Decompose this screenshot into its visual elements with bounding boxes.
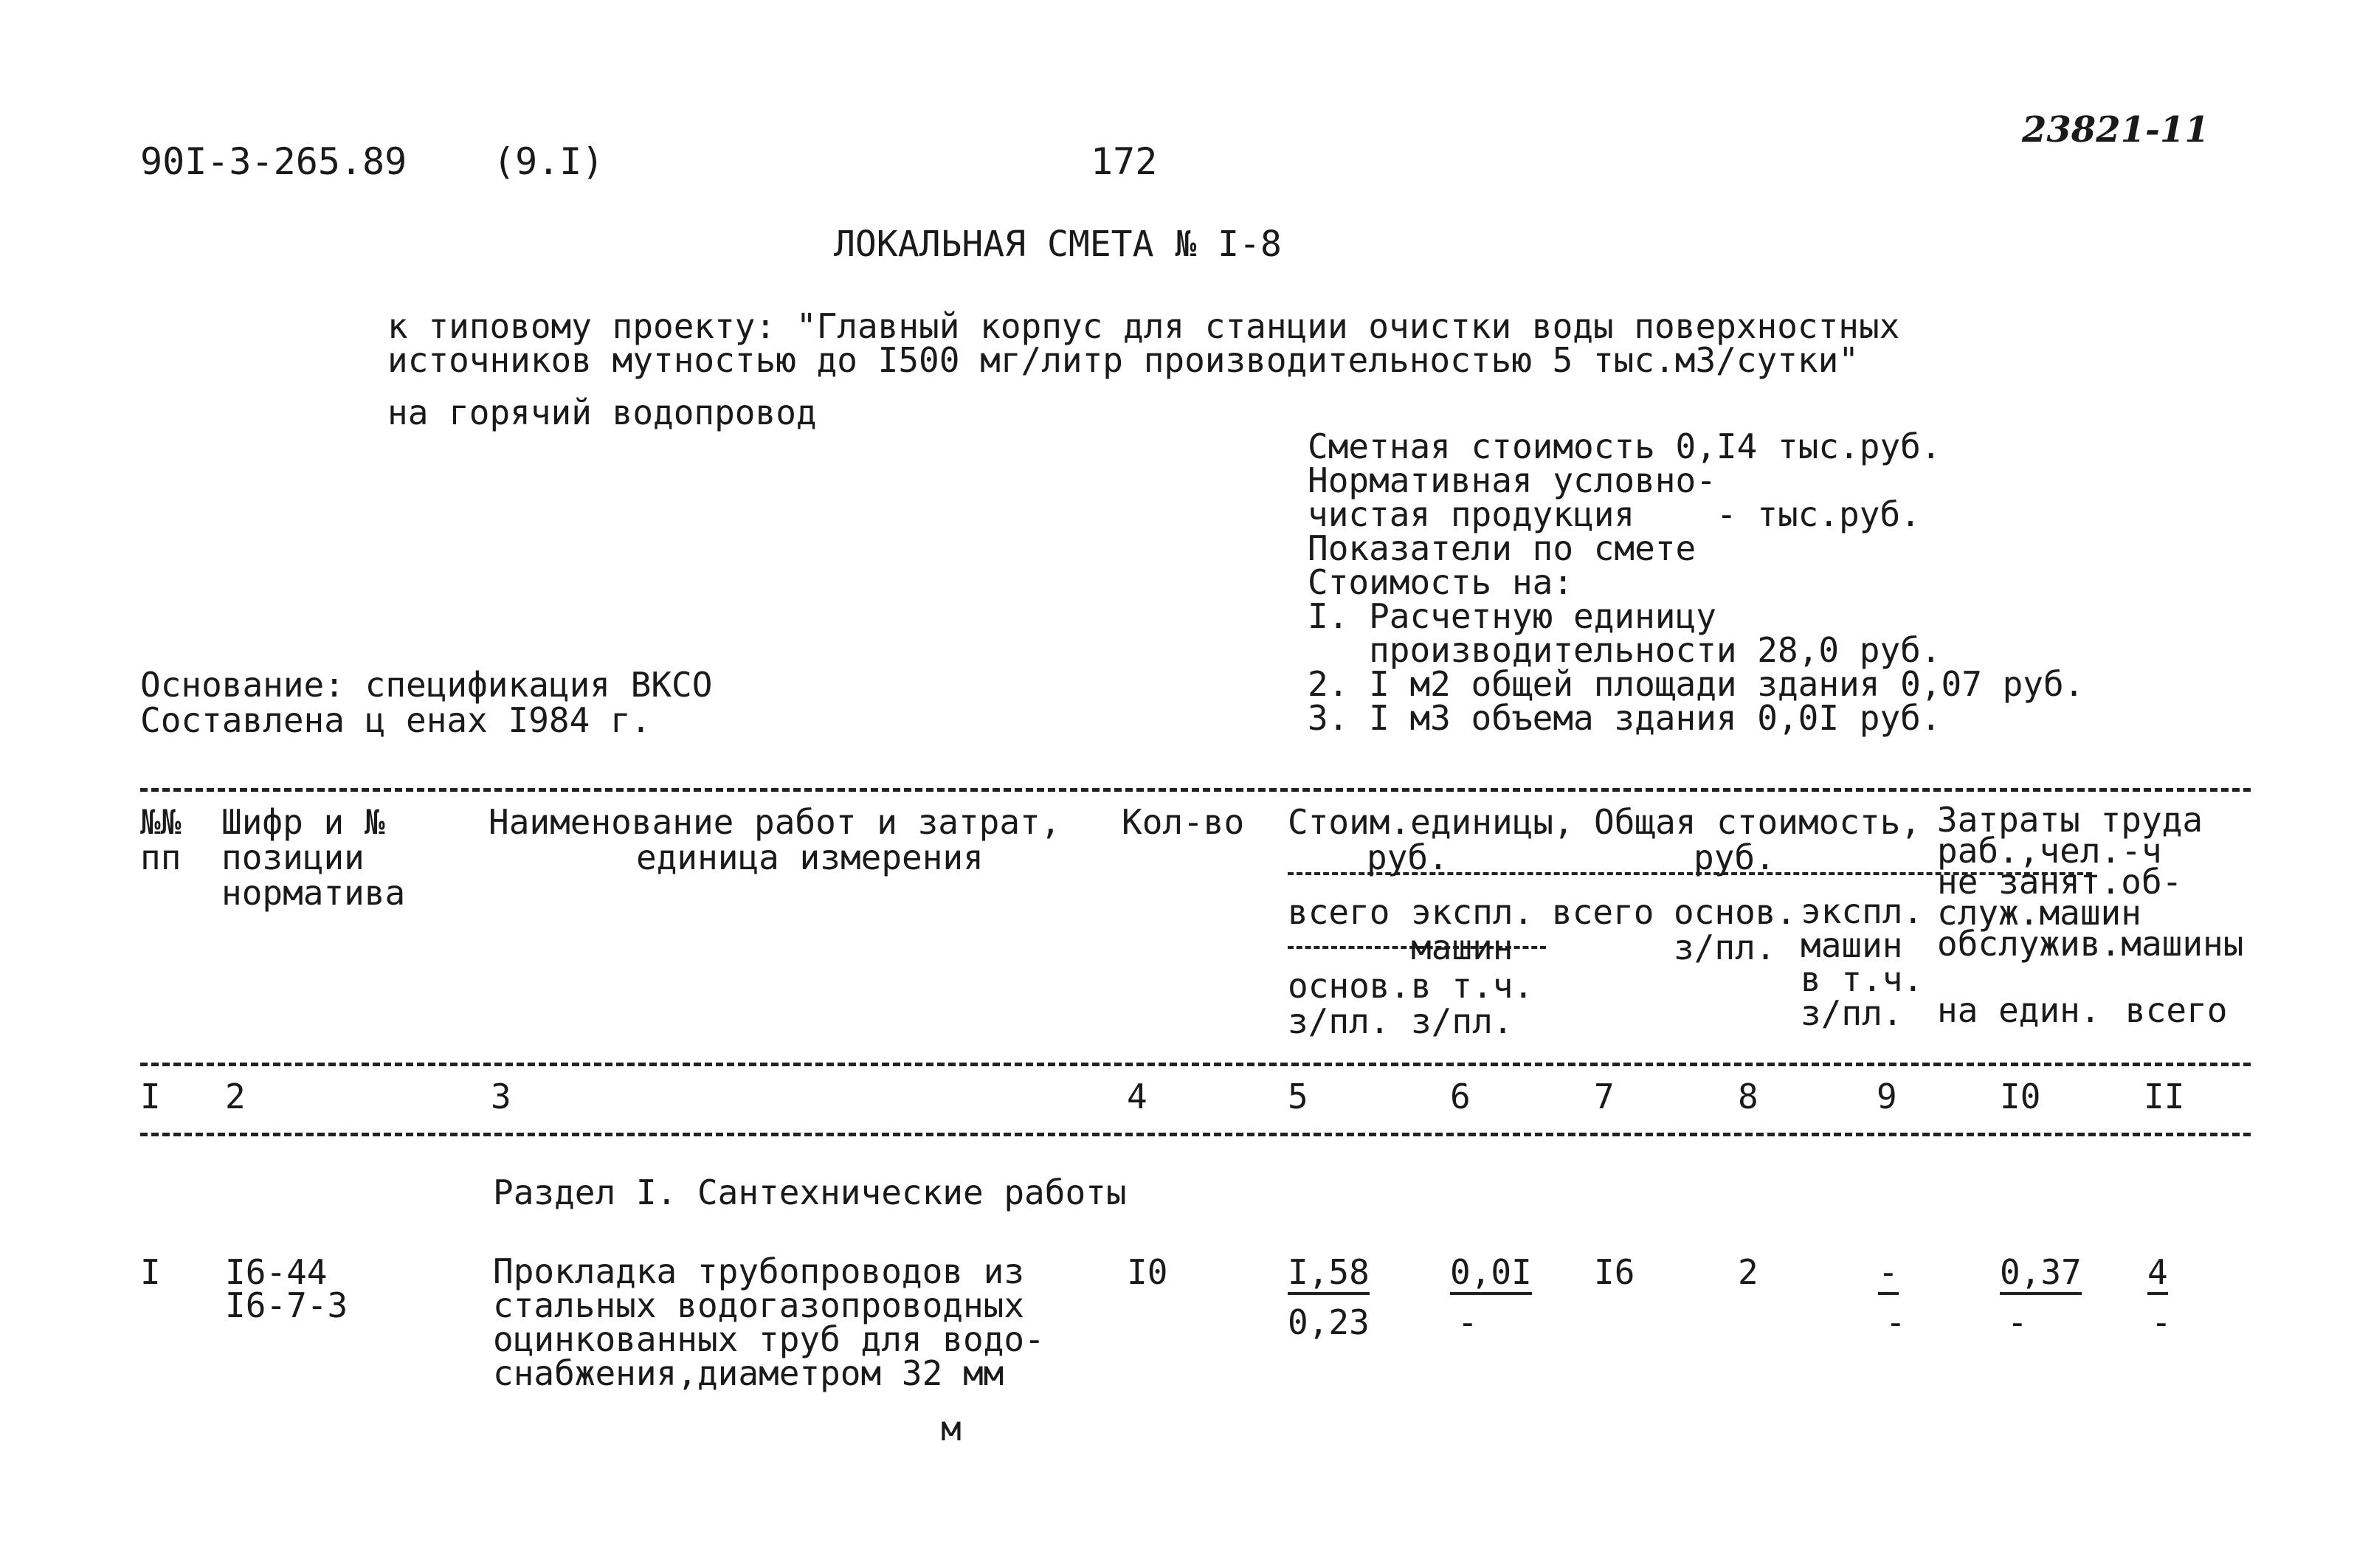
header-total-cost: Общая стоимость, <box>1594 802 1922 842</box>
row-c9-bottom: - <box>1885 1302 1906 1342</box>
col-number: I <box>140 1077 161 1116</box>
summary-line: 2. I м2 общей площади здания 0,07 руб. <box>1308 664 2085 704</box>
row-c5-top-value: I,58 <box>1288 1252 1370 1295</box>
header-col-1 <box>140 804 181 875</box>
summary-line: чистая продукция - тыс.руб. <box>1308 494 1921 534</box>
header-text: не занят.об- <box>1937 862 2183 902</box>
summary-line: производительности 28,0 руб. <box>1308 630 1941 670</box>
header-text: позиции <box>221 837 365 877</box>
row-c5-bottom: 0,23 <box>1288 1302 1370 1342</box>
header-text: з/пл. <box>1674 928 1776 967</box>
row-c10-top-value: 0,37 <box>2000 1252 2082 1295</box>
header-text: з/пл. <box>1288 1001 1390 1041</box>
header-col-2 <box>221 804 405 911</box>
header-c11: всего <box>2125 990 2228 1030</box>
row-unit: м <box>941 1409 962 1448</box>
summary-block <box>1308 426 2085 738</box>
header-text: норматива <box>221 873 406 913</box>
header-text: з/пл. <box>1801 993 1903 1033</box>
col-number: 2 <box>225 1077 246 1116</box>
header-text: машин <box>1411 928 1513 967</box>
summary-line: Сметная стоимость 0,I4 тыс.руб. <box>1308 426 1941 466</box>
header-text: основ. <box>1288 966 1411 1006</box>
header-text: Затраты труда <box>1937 800 2203 840</box>
header-c6-bottom <box>1411 968 1533 1039</box>
row-c5-top <box>1288 1254 1370 1290</box>
col-number: 3 <box>491 1077 511 1116</box>
row-name <box>493 1251 1045 1393</box>
document-title: ЛОКАЛЬНАЯ СМЕТА № I-8 <box>834 224 1282 265</box>
summary-line: I. Расчетную единицу <box>1308 596 1716 636</box>
summary-line: Стоимость на: <box>1308 562 1574 602</box>
header-col-3-line-2: единица измерения <box>636 837 984 877</box>
table-header-rule <box>140 1063 2251 1066</box>
col-number: 6 <box>1450 1077 1471 1116</box>
row-number: I <box>140 1252 161 1292</box>
col-number: 5 <box>1288 1077 1308 1116</box>
row-name-line: Прокладка трубопроводов из <box>493 1251 1025 1291</box>
summary-line: 3. I м3 объема здания 0,0I руб. <box>1308 698 1941 738</box>
project-line-2: источников мутностью до I500 мг/литр производительностью 5 тыс.м3/сутки" <box>387 340 1859 380</box>
col-number: II <box>2144 1077 2185 1116</box>
header-text: машин <box>1801 925 1903 965</box>
row-c7: I6 <box>1594 1252 1635 1292</box>
project-line-3: на горячий водопровод <box>387 393 817 432</box>
project-line-1: к типовому проекту: "Главный корпус для станции очистки воды поверхностных <box>387 306 1900 346</box>
header-c8 <box>1674 894 1796 965</box>
header-c5-bottom <box>1288 968 1410 1039</box>
header-text: экспл. <box>1411 892 1534 932</box>
header-c10: на един. <box>1937 990 2101 1030</box>
row-name-line: снабжения,диаметром 32 мм <box>493 1353 1004 1393</box>
row-c6-top-value: 0,0I <box>1450 1252 1532 1295</box>
header-c5-top: всего <box>1288 892 1390 932</box>
header-c9 <box>1801 891 1924 1033</box>
col-number: 7 <box>1594 1077 1615 1116</box>
row-c6-bottom: - <box>1457 1302 1478 1342</box>
header-text: раб.,чел.-ч <box>1937 831 2162 871</box>
header-col-4: Кол-во <box>1122 802 1245 842</box>
header-text: в т.ч. <box>1801 959 1924 999</box>
row-name-line: стальных водогазопроводных <box>493 1285 1025 1325</box>
table-numbers-rule <box>140 1133 2251 1136</box>
col-number: 9 <box>1877 1077 1897 1116</box>
col-number: 8 <box>1738 1077 1758 1116</box>
row-c10-top <box>2000 1254 2082 1290</box>
header-text: обслужив.машины <box>1937 924 2244 964</box>
header-labor <box>1937 800 2244 964</box>
header-c6-top <box>1411 894 1533 965</box>
row-c9-top <box>1878 1254 1899 1290</box>
header-text: экспл. <box>1801 891 1924 931</box>
header-text: в т.ч. <box>1411 966 1534 1006</box>
row-quantity: I0 <box>1127 1252 1168 1292</box>
header-text: пп <box>140 837 182 877</box>
section-code: (9.I) <box>493 140 604 183</box>
row-c11-top-value: 4 <box>2147 1252 2168 1295</box>
row-c9-top-value: - <box>1878 1252 1899 1295</box>
summary-line: Нормативная условно- <box>1308 460 1716 500</box>
table-top-rule <box>140 788 2251 792</box>
header-unit-cost-rub: руб. <box>1367 837 1449 877</box>
header-text: з/пл. <box>1411 1001 1513 1041</box>
header-unit-cost: Стоим.единицы, <box>1288 802 1574 842</box>
page-number: 172 <box>1091 140 1158 183</box>
col-number: I0 <box>2000 1077 2041 1116</box>
header-total-cost-rub: руб. <box>1694 837 1775 877</box>
header-c7: всего <box>1552 892 1654 932</box>
row-code-1: I6-44 <box>225 1252 328 1292</box>
header-col-3-line-1: Наименование работ и затрат, <box>489 802 1061 842</box>
col-number: 4 <box>1127 1077 1147 1116</box>
header-text: служ.машин <box>1937 893 2141 933</box>
summary-line: Показатели по смете <box>1308 528 1697 568</box>
basis-line-1: Основание: спецификация ВКСО <box>140 665 713 705</box>
header-text: основ. <box>1674 892 1797 932</box>
section-title: Раздел I. Сантехнические работы <box>493 1172 1127 1212</box>
row-c8: 2 <box>1738 1252 1758 1292</box>
row-name-line: оцинкованных труб для водо- <box>493 1319 1045 1359</box>
row-code-2: I6-7-3 <box>225 1285 348 1325</box>
basis-line-2: Составлена ц енах I984 г. <box>140 700 652 740</box>
row-c11-bottom: - <box>2151 1302 2172 1342</box>
row-c6-top <box>1450 1254 1532 1290</box>
row-c11-top <box>2147 1254 2168 1290</box>
doc-code: 90I-3-265.89 <box>140 140 407 183</box>
header-text: №№ <box>140 802 182 842</box>
handwritten-number: 23821-11 <box>2022 109 2209 151</box>
row-c10-bottom: - <box>2007 1302 2028 1342</box>
header-text: Шифр и № <box>221 802 385 842</box>
